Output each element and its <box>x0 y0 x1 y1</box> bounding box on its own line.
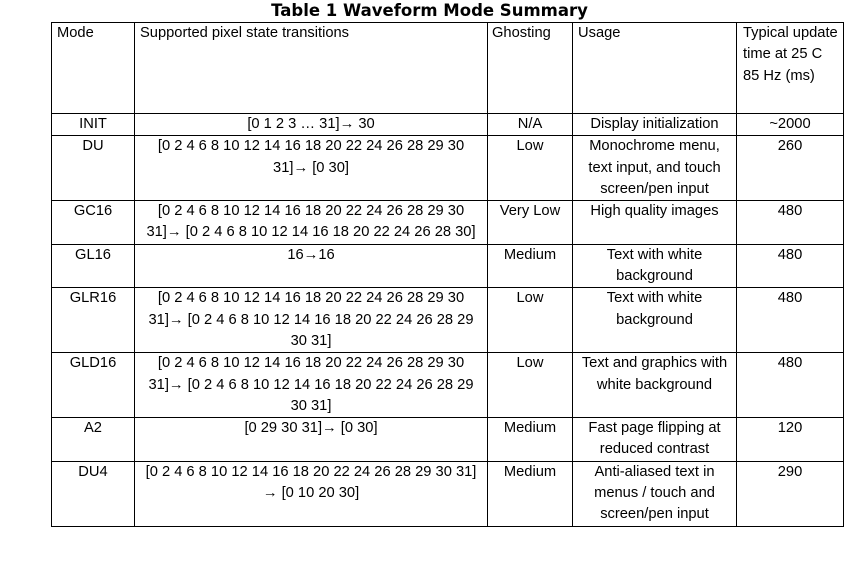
cell-mode: GLR16 <box>52 288 135 353</box>
cell-usage: Monochrome menu, text input, and touch screen/pen input <box>573 136 737 201</box>
cell-ghosting: Low <box>488 353 573 418</box>
cell-ghosting: Very Low <box>488 201 573 245</box>
table-title: Table 1 Waveform Mode Summary <box>271 1 588 20</box>
table-row <box>52 244 844 288</box>
table-row <box>52 461 844 526</box>
cell-mode: GL16 <box>52 244 135 288</box>
cell-transitions: [0 2 4 6 8 10 12 14 16 18 20 22 24 26 28 29 30 31]→ [0 2 4 6 8 10 12 14 16 18 20 22 24 26 28 29 30 31] <box>135 288 488 353</box>
table-row <box>52 418 844 462</box>
header-transitions: Supported pixel state transitions <box>135 23 488 114</box>
cell-transitions: [0 1 2 3 … 31]→ 30 <box>135 114 488 136</box>
cell-update-time: 290 <box>737 461 844 526</box>
cell-update-time: 480 <box>737 353 844 418</box>
waveform-mode-table <box>51 22 844 527</box>
header-update-time: Typical update time at 25 C 85 Hz (ms) <box>737 23 844 114</box>
cell-usage: Text with white background <box>573 244 737 288</box>
table-row <box>52 201 844 245</box>
cell-usage: High quality images <box>573 201 737 245</box>
cell-transitions: 16→16 <box>135 244 488 288</box>
cell-update-time: 480 <box>737 288 844 353</box>
cell-update-time: 480 <box>737 201 844 245</box>
cell-mode: DU4 <box>52 461 135 526</box>
cell-ghosting: Medium <box>488 244 573 288</box>
header-usage: Usage <box>573 23 737 114</box>
cell-transitions: [0 29 30 31]→ [0 30] <box>135 418 488 462</box>
cell-update-time: 480 <box>737 244 844 288</box>
cell-mode: A2 <box>52 418 135 462</box>
cell-ghosting: Medium <box>488 461 573 526</box>
table-header-row <box>52 23 844 114</box>
cell-mode: DU <box>52 136 135 201</box>
cell-usage: Text and graphics with white background <box>573 353 737 418</box>
header-mode: Mode <box>52 23 135 114</box>
cell-usage: Anti-aliased text in menus / touch and screen/pen input <box>573 461 737 526</box>
cell-mode: INIT <box>52 114 135 136</box>
cell-transitions: [0 2 4 6 8 10 12 14 16 18 20 22 24 26 28 29 30 31]→ [0 2 4 6 8 10 12 14 16 18 20 22 24 26 28 29 30 31] <box>135 353 488 418</box>
cell-usage: Text with white background <box>573 288 737 353</box>
cell-transitions: [0 2 4 6 8 10 12 14 16 18 20 22 24 26 28 29 30 31]→ [0 30] <box>135 136 488 201</box>
cell-update-time: ~2000 <box>737 114 844 136</box>
cell-transitions: [0 2 4 6 8 10 12 14 16 18 20 22 24 26 28 29 30 31] → [0 10 20 30] <box>135 461 488 526</box>
table-row <box>52 288 844 353</box>
cell-usage: Fast page flipping at reduced contrast <box>573 418 737 462</box>
cell-usage: Display initialization <box>573 114 737 136</box>
table-row <box>52 136 844 201</box>
table-row <box>52 353 844 418</box>
cell-ghosting: Low <box>488 288 573 353</box>
cell-mode: GC16 <box>52 201 135 245</box>
cell-ghosting: Medium <box>488 418 573 462</box>
table-row <box>52 114 844 136</box>
cell-update-time: 260 <box>737 136 844 201</box>
cell-ghosting: Low <box>488 136 573 201</box>
header-ghosting: Ghosting <box>488 23 573 114</box>
cell-mode: GLD16 <box>52 353 135 418</box>
cell-ghosting: N/A <box>488 114 573 136</box>
cell-update-time: 120 <box>737 418 844 462</box>
cell-transitions: [0 2 4 6 8 10 12 14 16 18 20 22 24 26 28 29 30 31]→ [0 2 4 6 8 10 12 14 16 18 20 22 24 26 28 30] <box>135 201 488 245</box>
